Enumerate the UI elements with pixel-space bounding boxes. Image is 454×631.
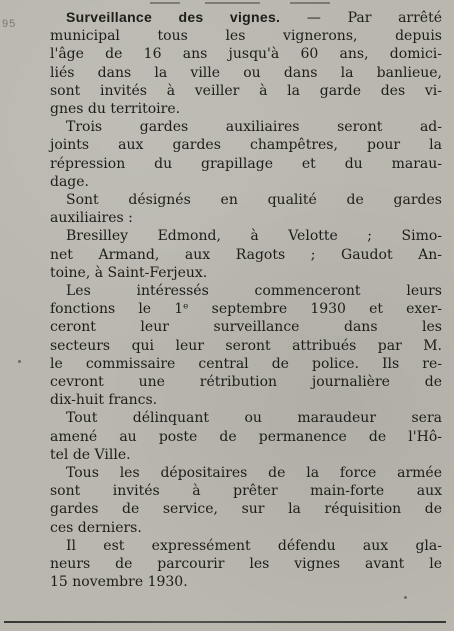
top-mark-center xyxy=(205,2,260,4)
paragraph-line: Sont désignés en qualité de gardes xyxy=(66,192,442,209)
paragraph-line: répression du grapillage et du marau- xyxy=(50,155,442,172)
paragraph-line: Les intéressés commenceront leurs xyxy=(66,283,442,300)
paragraph-line: gardes de service, sur la réquisition de xyxy=(50,501,442,518)
paragraph-line: 15 novembre 1930. xyxy=(50,574,188,591)
paragraph-line: Il est expressément défendu aux gla- xyxy=(66,537,442,554)
ink-speck xyxy=(18,360,21,363)
bottom-divider xyxy=(4,621,446,623)
paragraph-line: ceront leur surveillance dans les xyxy=(50,319,442,336)
paragraph-line: Trois gardes auxiliaires seront ad- xyxy=(66,119,442,136)
paragraph-line: tel de Ville. xyxy=(50,446,131,463)
paragraph-line: neurs de parcourir les vignes avant le xyxy=(50,556,442,573)
paragraph-line: gnes du territoire. xyxy=(50,101,181,118)
paragraph-line: sont invités à prêter main-forte aux xyxy=(50,483,442,500)
paragraph-line: l'âge de 16 ans jusqu'à 60 ans, domici- xyxy=(50,46,442,63)
paragraph-line: municipal tous les vignerons, depuis xyxy=(50,28,442,45)
paragraph-line: secteurs qui leur seront attribués par M. xyxy=(50,337,442,354)
paragraph-line: le commissaire central de police. Ils re- xyxy=(50,355,442,372)
paragraph-line: fonctions le 1ᵉ septembre 1930 et exer- xyxy=(50,301,442,318)
ink-speck xyxy=(404,596,407,599)
paragraph-line: cevront une rétribution journalière de xyxy=(50,374,442,391)
paragraph-line: liés dans la ville ou dans la banlieue, xyxy=(50,64,442,81)
article-body xyxy=(50,8,442,592)
paragraph-line: dage. xyxy=(50,173,90,190)
paragraph-line: Bresilley Edmond, à Velotte ; Simo- xyxy=(66,228,442,245)
article-intro-rest: — Par arrêté xyxy=(306,10,442,26)
paragraph-line: Tous les dépositaires de la force armée xyxy=(66,465,442,482)
margin-number: 95 xyxy=(2,18,17,30)
paragraph-line: amené au poste de permanence de l'Hô- xyxy=(50,428,442,445)
top-mark-left xyxy=(150,2,180,4)
article-title-line xyxy=(50,8,442,27)
paragraph-line: ces derniers. xyxy=(50,519,142,536)
paragraph-line: toine, à Saint-Ferjeux. xyxy=(50,264,208,281)
paragraph-line: sont invités à veiller à la garde des vi- xyxy=(50,82,442,99)
article-title: Surveillance des vignes. xyxy=(66,9,281,25)
paragraph-line: Tout délinquant ou maraudeur sera xyxy=(66,410,442,427)
paragraph-line: net Armand, aux Ragots ; Gaudot An- xyxy=(50,246,442,263)
top-mark-right xyxy=(290,2,330,4)
paragraph-line: auxiliaires : xyxy=(50,210,133,227)
paragraph-line: joints aux gardes champêtres, pour la xyxy=(50,137,442,154)
paragraph-line: dix-huit francs. xyxy=(50,392,158,409)
